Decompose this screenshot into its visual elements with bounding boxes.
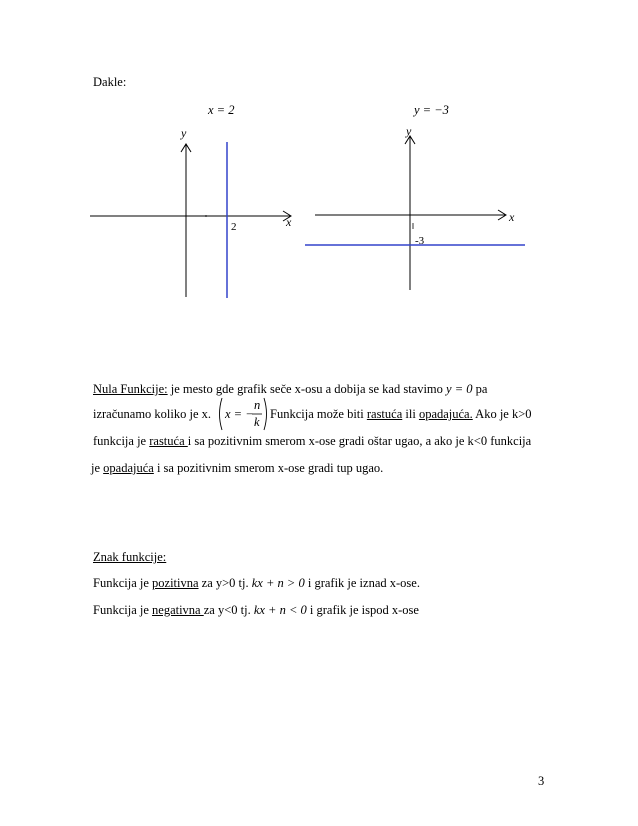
word-pozitivna: pozitivna bbox=[152, 576, 199, 590]
nula-line-3 bbox=[93, 434, 531, 449]
znak-pos-end: i grafik je iznad x-ose. bbox=[304, 576, 420, 590]
formula-denominator: k bbox=[254, 415, 260, 429]
left-y-label: y bbox=[181, 126, 187, 140]
znak-negative-line bbox=[93, 603, 419, 618]
nula-line4-start: je bbox=[91, 461, 104, 475]
formula-prefix: x = − bbox=[225, 407, 254, 421]
right-y-label: y bbox=[406, 125, 412, 138]
left-graph bbox=[90, 125, 305, 300]
znak-pos-text: za y>0 tj. bbox=[198, 576, 252, 590]
znak-positive-line bbox=[93, 576, 420, 591]
znak-neg-end: i grafik je ispod x-ose bbox=[306, 603, 419, 617]
nula-line2-text: Funkcija može biti bbox=[270, 407, 367, 421]
nula-heading: Nula Funkcije: bbox=[93, 382, 168, 396]
nula-line-4 bbox=[91, 461, 383, 476]
eq-negative: kx + n < 0 bbox=[253, 603, 307, 617]
nula-line4-text: i sa pozitivnim smerom x-ose gradi tup ugao. bbox=[153, 461, 384, 475]
left-graph-equation: x = 2 bbox=[208, 103, 235, 117]
nula-line3-text: i sa pozitivnim smerom x-ose gradi oštar ugao, a ako je k<0 funkcija bbox=[187, 434, 532, 448]
nula-eq-y0: y = 0 bbox=[446, 382, 473, 396]
znak-neg-start: Funkcija je bbox=[93, 603, 153, 617]
intro-text: Dakle: bbox=[93, 75, 127, 89]
word-opadajuca: opadajuća. bbox=[418, 407, 473, 421]
nula-line-1 bbox=[93, 382, 487, 397]
znak-neg-text: za y<0 tj. bbox=[203, 603, 254, 617]
right-x-label: x bbox=[509, 210, 515, 224]
word-rastuca: rastuća bbox=[366, 407, 403, 421]
nula-line-2-start: izračunamo koliko je x. bbox=[93, 407, 212, 421]
znak-pos-start: Funkcija je bbox=[93, 576, 153, 590]
right-graph bbox=[303, 125, 533, 300]
nula-line2-tail: Ako je k>0 bbox=[472, 407, 532, 421]
left-x-label: x bbox=[286, 215, 292, 229]
znak-heading: Znak funkcije: bbox=[93, 550, 167, 564]
nula-line3-start: funkcija je bbox=[93, 434, 150, 448]
page-number: 3 bbox=[538, 774, 545, 788]
right-graph-equation: y = −3 bbox=[414, 103, 449, 117]
word-negativna: negativna bbox=[152, 603, 204, 617]
nula-formula bbox=[216, 396, 270, 432]
formula-numerator: n bbox=[254, 398, 261, 412]
left-tick-dot bbox=[205, 215, 207, 217]
nula-line1-end: pa bbox=[472, 382, 488, 396]
line4-opadajuca: opadajuća bbox=[103, 461, 154, 475]
nula-line-2-end bbox=[270, 407, 532, 422]
left-tick-label: 2 bbox=[231, 221, 237, 233]
word-ili: ili bbox=[402, 407, 419, 421]
right-tick-label: -3 bbox=[415, 235, 425, 247]
line3-rastuca: rastuća bbox=[149, 434, 188, 448]
nula-line1-text: je mesto gde grafik seče x-osu a dobija se kad stavimo bbox=[167, 382, 447, 396]
eq-positive: kx + n > 0 bbox=[251, 576, 305, 590]
